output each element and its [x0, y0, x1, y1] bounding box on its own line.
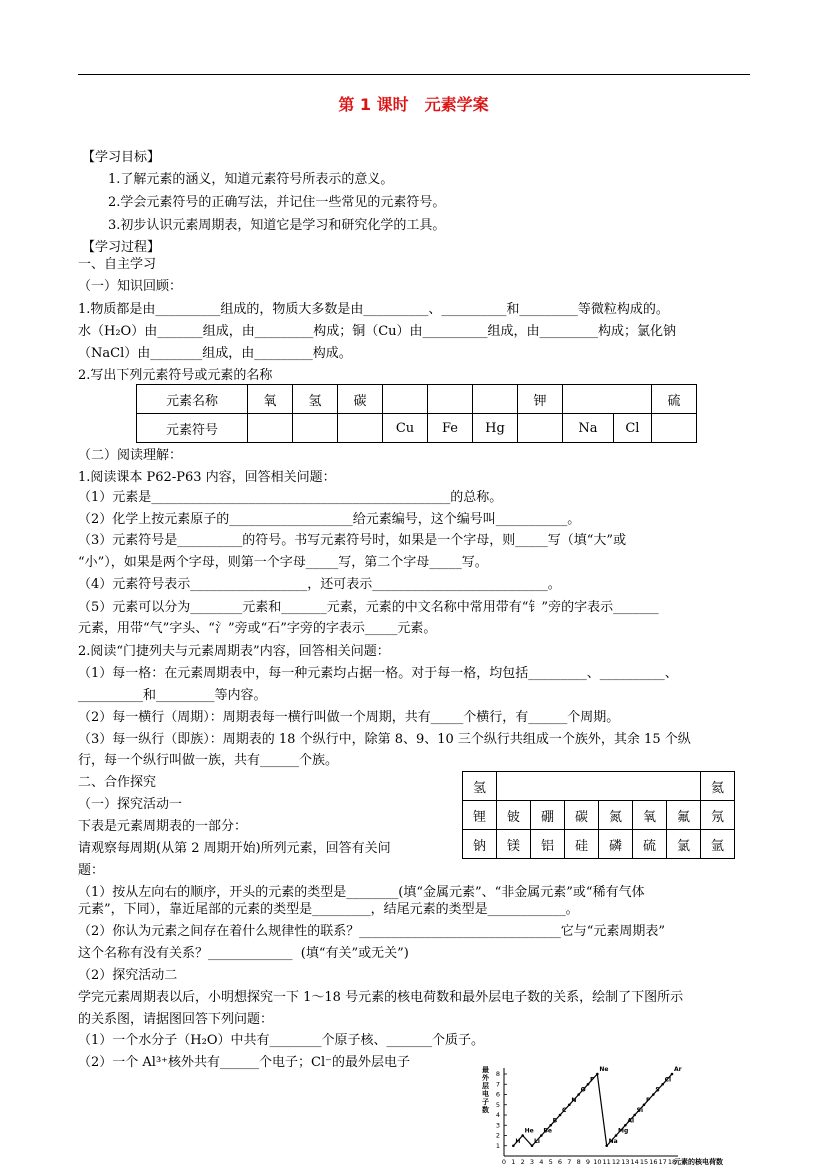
text-line: （二）阅读理解：	[78, 448, 183, 463]
chart-point-label: Be	[543, 1127, 552, 1135]
text-line: 请观察每周期(从第 2 周期开始)所列元素，回答有关问	[78, 841, 391, 856]
text-line: “小”），如果是两个字母，则第一个字母_____写，第二个字母_____写。	[78, 555, 488, 570]
chart-ylabel-char: 子	[482, 1098, 489, 1106]
top-rule	[78, 74, 750, 75]
chart-y-tick: 5	[495, 1100, 500, 1109]
chart-series-line	[513, 1074, 672, 1146]
chart-point-label: O	[580, 1086, 586, 1094]
table-cell: 磷	[599, 830, 633, 859]
chart-point	[671, 1073, 674, 1076]
chart-x-tick: 12	[611, 1158, 621, 1166]
chart-point-label: He	[524, 1127, 534, 1135]
text-line: 2.学会元素符号的正确写法，并记住一些常见的元素符号。	[108, 195, 446, 210]
chart-point	[559, 1114, 562, 1117]
chart-x-tick: 3	[529, 1158, 535, 1166]
chart-x-tick: 16	[649, 1158, 658, 1166]
table-cell: 铝	[531, 830, 565, 859]
chart-point	[633, 1114, 636, 1117]
text-line: 1.物质都是由__________组成的，物质大多数是由__________、__________和_________等微粒构成的。	[78, 302, 669, 317]
table-cell: 硼	[531, 801, 565, 830]
text-line: 水（H₂O）由_______组成，由_________构成；铜（Cu）由__________组成，由_________构成；氯化钠	[78, 324, 677, 339]
table-cell: Cl	[613, 414, 651, 443]
table-cell: 氟	[667, 801, 701, 830]
chart-x-tick: 13	[621, 1158, 630, 1166]
chart-x-tick: 4	[539, 1158, 544, 1166]
table-cell: 硅	[565, 830, 599, 859]
chart-ylabel-char: 数	[482, 1106, 489, 1114]
table-cell	[563, 385, 652, 414]
chart-ylabel-char: 层	[482, 1082, 489, 1090]
chart-x-tick: 7	[567, 1158, 572, 1166]
table-cell: 氢	[463, 772, 497, 801]
chart-x-tick: 9	[585, 1158, 591, 1166]
chart-x-tick: 0	[501, 1158, 507, 1166]
text-line: 2.阅读“门捷列夫与元素周期表”内容，回答相关问题：	[78, 644, 390, 659]
chart-point-label: C	[562, 1107, 567, 1114]
table-cell	[248, 414, 293, 443]
chart-point	[661, 1083, 664, 1086]
text-line: （3）元素符号是__________的符号。书写元素符号时，如果是一个字母，则_____写（填“大”或	[78, 533, 627, 548]
chart-point	[596, 1073, 599, 1076]
chart-y-tick: 2	[495, 1131, 500, 1140]
chart-point	[624, 1124, 627, 1127]
text-line: （1）元素是______________________________________________的总称。	[78, 490, 503, 505]
chart-point-label: Cl	[664, 1076, 672, 1084]
chart-point-label: N	[571, 1096, 577, 1104]
table-cell: 钠	[463, 830, 497, 859]
table-cell: Na	[563, 414, 614, 443]
chart-point-label: Li	[534, 1137, 540, 1145]
text-line: 3.初步认识元素周期表，知道它是学习和研究化学的工具。	[108, 218, 446, 233]
chart-x-tick: 14	[630, 1158, 639, 1166]
chart-point-label: F	[590, 1076, 595, 1084]
chart-x-tick: 15	[639, 1158, 649, 1166]
table-cell	[383, 385, 428, 414]
chart-ylabel	[482, 1065, 490, 1114]
table-cell: Hg	[473, 414, 518, 443]
chart-point-label: Na	[608, 1137, 618, 1145]
chart-point	[615, 1134, 618, 1137]
chart-ylabel-char: 电	[482, 1090, 489, 1098]
chart-x-tick: 8	[576, 1158, 581, 1166]
table-cell	[293, 414, 338, 443]
chart-point	[643, 1103, 646, 1106]
chart-x-tick: 1	[511, 1158, 516, 1166]
text-line: （NaCl）由________组成，由_________构成。	[78, 346, 352, 361]
text-line: 2.写出下列元素符号或元素的名称	[78, 368, 273, 383]
chart-point-label: Ne	[599, 1066, 609, 1073]
chart-y-tick: 8	[495, 1070, 500, 1078]
text-line: 学完元素周期表以后，小明想探究一下 1～18 号元素的核电荷数和最外层电子数的关系，绘制了下图所示	[78, 990, 684, 1005]
element-table	[136, 384, 697, 443]
text-line: （4）元素符号表示__________________，还可表示___________________________。	[78, 577, 561, 592]
text-line: 1.阅读课本 P62-P63 内容，回答相关问题：	[78, 470, 336, 485]
text-line: 1.了解元素的涵义，知道元素符号所表示的意义。	[108, 172, 394, 187]
text-line: （2）探究活动二	[78, 968, 178, 983]
text-line: （一）探究活动一	[78, 797, 183, 812]
chart-x-tick: 17	[658, 1158, 667, 1166]
table-cell: 氩	[701, 830, 735, 859]
table-cell: 镁	[497, 830, 531, 859]
chart-y-tick: 1	[495, 1141, 500, 1150]
chart-point-label: Si	[636, 1107, 644, 1114]
text-line: 这个名称有没有关系？_____________ (填“有关”或无关”)	[78, 946, 409, 961]
chart-ylabel-char: 最	[482, 1066, 489, 1074]
chart-x-tick: 11	[602, 1158, 611, 1166]
table-cell: 铍	[497, 801, 531, 830]
chart-y-tick: 4	[495, 1111, 500, 1119]
table-cell: 硫	[652, 385, 697, 414]
chart-x-tick: 6	[557, 1158, 563, 1166]
text-line: 下表是元素周期表的一部分：	[78, 819, 248, 834]
table-cell	[652, 414, 697, 443]
table-cell: 钾	[518, 385, 563, 414]
text-line: 题：	[78, 863, 105, 878]
chart-x-tick: 10	[593, 1158, 602, 1166]
text-line: 一、自主学习	[78, 257, 157, 272]
table-cell: 硫	[633, 830, 667, 859]
chart-point	[540, 1134, 543, 1137]
chart-point	[521, 1134, 524, 1137]
chart-point	[531, 1144, 534, 1147]
text-line: （2）你认为元素之间存在着什么规律性的联系？_______________________________它与“元素周期表”	[78, 924, 666, 939]
chart-point-label: Al	[627, 1117, 635, 1125]
chart-point-label: B	[552, 1117, 558, 1125]
chart-point	[605, 1144, 608, 1147]
table-cell: 碳	[338, 385, 383, 414]
text-line: （1）每一格：在元素周期表中，每一种元素均占据一格。对于每一格，均包括_________、__________、	[78, 666, 678, 681]
table-cell: 氧	[248, 385, 293, 414]
text-line: 【学习目标】	[82, 150, 161, 165]
chart-point	[512, 1144, 515, 1147]
text-line: （3）每一纵行（即族）：周期表的 18 个纵行中，除第 8、9、10 三个纵行共组成一个族外，其余 15 个纵	[78, 732, 691, 747]
table-cell: 氦	[701, 772, 735, 801]
chart-y-tick: 7	[495, 1080, 500, 1089]
chart-point	[587, 1083, 590, 1086]
chart-x-tick: 2	[520, 1158, 525, 1166]
chart-x-tick: 5	[548, 1158, 553, 1166]
text-line: __________和_________等内容。	[78, 688, 267, 703]
text-line: （2）一个 Al³⁺核外共有______个电子；Cl⁻的最外层电子	[78, 1055, 410, 1070]
table-cell: 氧	[633, 801, 667, 830]
table-cell: 碳	[565, 801, 599, 830]
chart-y-tick: 6	[495, 1090, 500, 1099]
chart-y-tick: 3	[495, 1121, 500, 1130]
table-cell: 锂	[463, 801, 497, 830]
table-cell	[428, 385, 473, 414]
chart-point-label: Mg	[618, 1127, 629, 1135]
text-line: （1）一个水分子（H₂O）中共有________个原子核、_______个质子。	[78, 1033, 484, 1048]
text-line: （2）化学上按元素原子的___________________给元素编号，这个编号叫___________。	[78, 512, 581, 527]
table-cell: 氢	[293, 385, 338, 414]
table-cell: 氮	[599, 801, 633, 830]
chart-point-label: S	[655, 1086, 660, 1094]
table-cell: Cu	[383, 414, 428, 443]
chart-x-tick: 18	[667, 1158, 677, 1166]
text-line: 行，每一个纵行叫做一族，共有______个族。	[78, 753, 339, 768]
chart-point	[568, 1103, 571, 1106]
table-cell	[497, 772, 701, 801]
page-title: 第 1 课时 元素学案	[338, 95, 489, 114]
table-cell	[473, 385, 518, 414]
table-cell	[338, 414, 383, 443]
table-cell: 元素符号	[137, 414, 248, 443]
text-line: （一）知识回顾：	[78, 279, 183, 294]
text-line: （5）元素可以分为________元素和_______元素，元素的中文名称中常用带有“钅”旁的字表示_______	[78, 600, 659, 615]
table-cell: 元素名称	[137, 385, 248, 414]
table-cell: Fe	[428, 414, 473, 443]
text-line: （1）按从左向右的顺序，开头的元素的类型是________(填“金属元素”、“非金属元素”或“稀有气体	[78, 885, 645, 900]
chart-xlabel: 元素的核电荷数	[674, 1158, 723, 1166]
chart-ylabel-char: 外	[482, 1074, 489, 1082]
text-line: （2）每一横行（周期）：周期表每一横行叫做一个周期，共有_____个横行，有______个周期。	[78, 710, 620, 725]
chart-point-label: H	[515, 1137, 521, 1145]
text-line: 二、合作探究	[78, 775, 157, 790]
text-line: 元素”，下同），靠近尾部的元素的类型是_________，结尾元素的类型是____________。	[78, 902, 579, 917]
chart-point	[549, 1124, 552, 1127]
chart-point	[577, 1093, 580, 1096]
text-line: 的关系图，请据图回答下列问题：	[78, 1012, 274, 1027]
table-cell: 氯	[667, 830, 701, 859]
chart-point-label: Ar	[674, 1066, 682, 1073]
electron-chart	[474, 1058, 723, 1168]
chart-point-label: P	[646, 1096, 651, 1104]
table-cell: 氖	[701, 801, 735, 830]
periodic-table-fragment	[462, 771, 735, 859]
text-line: 【学习过程】	[82, 240, 161, 255]
chart-point	[652, 1093, 655, 1096]
table-cell	[518, 414, 563, 443]
text-line: 元素，用带“气”字头、“氵”旁或“石”字旁的字表示_____元素。	[78, 621, 437, 636]
